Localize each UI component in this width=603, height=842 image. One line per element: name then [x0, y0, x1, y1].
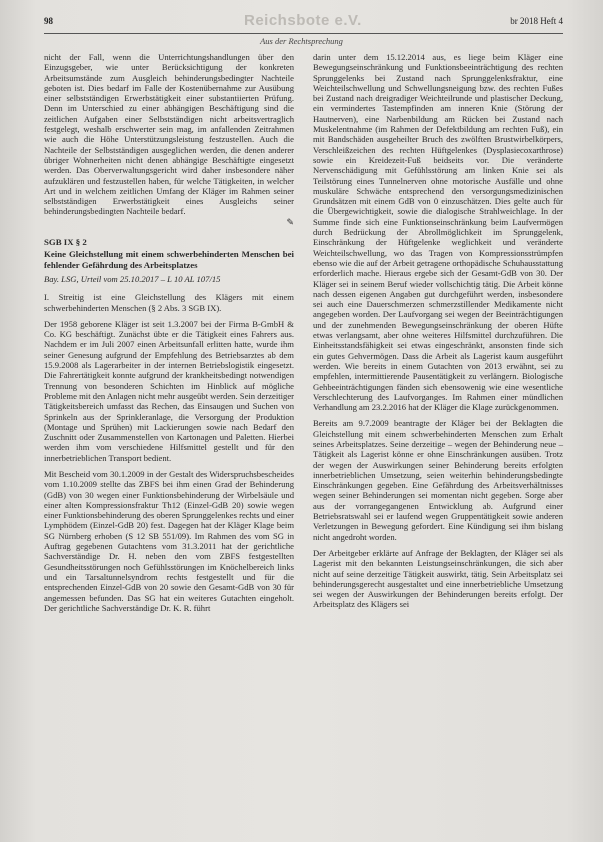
paragraph: I. Streitig ist eine Gleichstellung des Klägers mit einem schwerbehinderten Menschen (§ 2 Abs. 3 SGB IX). [44, 292, 294, 313]
paragraph: nicht der Fall, wenn die Unterrichtungshandlungen über den Einzugsgeber, wie unter Berücksichtigung der konkreten Arbeitsumstände zum Ausgleich behinderungsbedingter Nachteile geboten ist. Dies bedarf im Falle der Kostenübernahme zur Ausübung einer selbstständigen Erwerbstätigkeit einer substantiierten Prüfung. Denn im Unterschied zu einer abhängigen Beschäftigung sind die zeitlichen Aufgaben einer Selbstständigen nicht arbeitsvertraglich festgelegt, weshalb erschwerter sein mag, im anfallenden Zeitrahmen wie auch die Höhe Unterstützungsleistung festzustellen. Auch die Nachteile der Selbstständigen ausgeglichen werden, die denen anderer übriger Wohnerheiten nicht denen abhängige Beschäftigte eingesetzt werden. Das Oberverwaltungsgericht wird daher insbesondere näher aufzuklären und festzustellen haben, für welche Tätigkeiten, in welcher Art und in welchem zeitlichen Umfang der Kläger im Rahmen seiner selbstständigen Erwerbstätigkeit eines Ausgleichs seiner behinderungsbedingten Nachteile bedarf. [44, 52, 294, 217]
page-header [44, 12, 563, 32]
paragraph: Der 1958 geborene Kläger ist seit 1.3.2007 bei der Firma B-GmbH & Co. KG beschäftigt. Zunächst übte er die Tätigkeit eines Fahrers aus. Nachdem er im Juli 2007 einen Arbeitsunfall erlitten hatte, wurde ihm seiner Genesung aufgrund der Empfehlung des Betriebsarztes ab dem 15.9.2008 als Lagerarbeiter in der internen Betriebslogistik eingesetzt. Die Fahrertätigkeit konnte aufgrund der krankheitsbedingt notwendigen Trennung von besonderen Schichten im Hinblick auf mögliche Probleme mit den Anlagen nicht mehr ausgeübt werden. Sein derzeitiger Tätigkeitsbereich umfasst das Rechen, das Einsaugen und Suchen von Sprinkeln aus der Sprinkleranlage, die Versorgung der Produktion (Montage und Sprühen) mit Lackierungen sowie nach Bedarf den Zuschnitt oder Zusammenstellen von Kartonagen und Paletten. Hierbei werden ihm vom verschiedene Hilfsmittel gestellt und für den innerbetrieblichen Transport bedient. [44, 318, 294, 463]
section-title: Aus der Rechtsprechung [260, 36, 343, 46]
page-number: 98 [44, 16, 53, 26]
paragraph: Der Arbeitgeber erklärte auf Anfrage der Beklagten, der Kläger sei als Lagerist mit den bekannten Leistungseinschränkungen, die sich aber nicht auf seine derzeitige Tätigkeit auswirkt, tätig. Sein Arbeitsplatz sei behinderungsgerecht ausgestaltet und eine innerbetriebliche Umsetzung sei wegen der Auswirkungen der Behinderungen bereits erfolgt. Der Arbeitsplatz des Klägers sei [313, 547, 563, 610]
court-line: Bay. LSG, Urteil vom 25.10.2017 – L 10 AL 107/15 [44, 273, 221, 284]
issue-label: br 2018 Heft 4 [510, 16, 563, 26]
header-rule [44, 33, 563, 34]
left-column [44, 52, 294, 619]
paragraph: Mit Bescheid vom 30.1.2009 in der Gestalt des Widerspruchsbescheides vom 1.10.2009 stellte das ZBFS bei ihm einen Grad der Behinderung (GdB) von 30 wegen einer Funktionsbehinderung der Wirbelsäule und einer alten Kompressionsfraktur Th12 (Einzel-GdB 20) sowie wegen einer Funktionsbehinderung des oberen Sprunggelenkes rechts und einer Lymphödem (Einzel-GdB 20) fest. Dagegen hat der Kläger Klage beim SG Nürnberg erhoben (S 12 SB 551/09). Im Rahmen des vom SG in Auftrag gegebenen Gutachtens vom 31.3.2011 hat der gerichtliche Sachverständige Dr. H. neben den vom ZBFS festgestellten Gesundheitsstörungen noch Gefühlsstörungen im Knöchelbereich links und ein Tarsaltunnelsyndrom rechts festgestellt und für die entsprechenden Einzel-GdB von 20 sowie den Gesamt-GdB von 30 für angemessen befunden. Das SG hat ein weiteres Gutachten eingeholt. Der gerichtliche Sachverständige Dr. K. R. führt [44, 468, 294, 613]
journal-title: Reichsbote e.V. [244, 12, 362, 29]
end-mark-icon: ✎ [286, 216, 294, 227]
law-reference: SGB IX § 2 [44, 237, 87, 248]
paragraph: Bereits am 9.7.2009 beantragte der Kläger bei der Beklagten die Gleichstellung mit einem schwerbehinderten Menschen zum Erhalt seines Arbeitsplatzes. Seine derzeitige – wegen der Behinderung neue – Tätigkeit als Lagerist könne er ohne Einschränkungen ausüben. Trotz der wegen der Auswirkungen seiner Behinderung bereits erfolgten innerbetrieblichen Umsetzung, seien weiterhin behinderungsbedingte Einschränkungen gegeben. Eine Gefährdung des Arbeitsverhältnisses wegen seiner Behinderungen sei momentan nicht gegeben. Sorge aber aus der vorrangegangenen Entwicklung ab. Aufgrund einer Betriebsratswahl sei er laufend wegen Gruppentätigkeit sowie anderen Verletzungen in Bewegung gefordert. Eine Kündigung sei ihm bislang nicht angedroht worden. [313, 418, 563, 542]
case-title: Keine Gleichstellung mit einem schwerbehinderten Menschen bei fehlender Gefährdung des Arbeitsplatzes [44, 249, 294, 270]
paragraph: darin unter dem 15.12.2014 aus, es liege beim Kläger eine Bewegungseinschränkung und Funktionsbeeinträchtigung des rechten Sprunggelenks bei Zustand nach Sprunggelenksfraktur, eine Weichteilschwellung und Schwellungsneigung bzw. des rechten Fußes bei Zustand nach dreigradiger Weichteilrunde und plastischer Deckung, ein vermindertes Tastempfinden am inneren Knie (Störung der Hautnerven), eine Narbenbildung am Rücken bei Zustand nach Muskelentnahme (im Rahmen der Defektbildung am rechten Fuß), ein mit Bandschäden ausgeheilter Bruch des zwölften Brustwirbelkörpers, Verschleißzeichen des rechten Hüftgelenkes (Dysplasiecoxarthrose) sowie ein Kreidezeit-Fuß beidseits vor. Die veränderte Nervenschädigung mit Gefühlsstörung am linken Knie sei als Teilstörung eines Tunnelnerven ohne motorische Ausfälle und ohne muskuläre Schwäche entsprechend den versorgungsmedizinischen Grundsätzen mit einem GdB von 0 einzuschätzen. Dies gelte auch für die Übergewichtigkeit, sowie die dialogische Strahlweichlage. In der Summe finde sich eine Funktionseinschränkung beim Laufvermögen durch Bedrückung der Abrollmöglichkeit im Sprunggelenk, Einschränkung der Hüftgelenke weglichkeit und veränderte Weichteilschwellung, wo das Tragen von Kompressionsstrümpfen ebenso wie die auf der Arbeit getragene orthopädische Schuhausstattung erforderlich mache. Hieraus ergebe sich der Gesamt-GdB von 30. Der Kläger sei in seinem Beruf wieder vollschichtig tätig. Die Arbeit könne nach dessen eigenen Angaben gut durchgeführt werden, insbesondere sei auch eine Dauerschmerzen schmerzstillender Medikamente nicht angegeben worden. Der Laufvorgang sei wegen der Beeinträchtigungen und der zunehmenden Bewegungseinschränkung der oberen Hüfte etwas verlangsamt, aber ohne weiteres Hilfsmittel durchzuführen. Die Einheitsstandsfähigkeit sei etwas eingeschränkt, ansonsten finde sich ein gutes Gehvermögen. Dass die Arbeit als Lagerist kaum ausgeführt werden. Wie bereits in einem Gutachten von 2013 erwähnt, sei zu empfehlen, intermittierende Pausentätigkeit zu verlängern. Biologische Gehbeeinträchtigungen fänden sich ebensowenig wie eine wesentliche Verschlechterung des Laufvorganges. Im Rahmen einer mündlichen Verhandlung am 23.2.2016 hat der Kläger die Klage zurückgenommen. [313, 52, 563, 413]
right-column [313, 52, 563, 616]
